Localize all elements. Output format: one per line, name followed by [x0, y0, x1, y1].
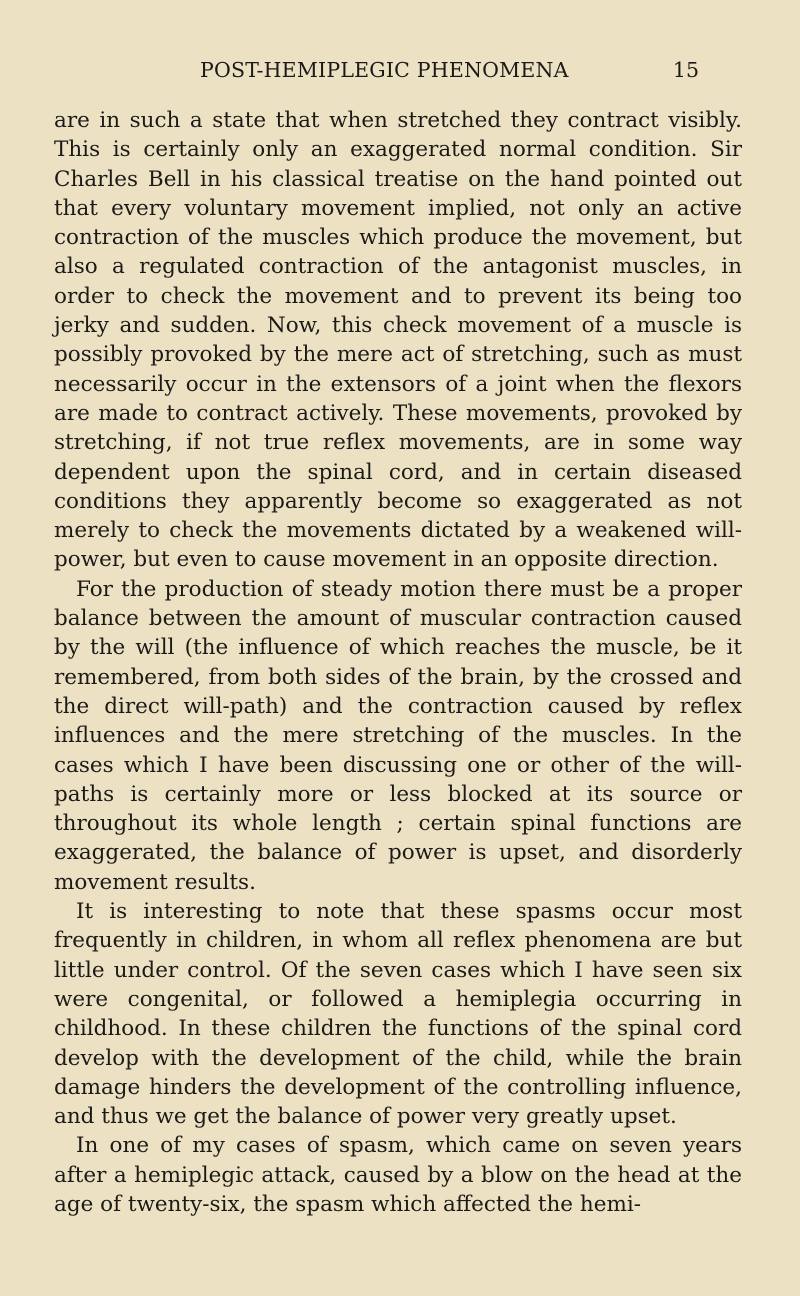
paragraph: In one of my cases of spasm, which came on seven years after a hemiplegic attack, caused by a blow on the head at the age of twenty-six, the spasm which affected the hemi- [54, 1133, 742, 1217]
page-header [200, 58, 699, 88]
paragraph: are in such a state that when stretched they contract visibly. This is certainly only an exaggerated normal condition. Sir Charles Bell in his classical treatise on the hand pointed out that every voluntary movement implied, not only an active contraction of the muscles which produce the movement, but also a regulated contraction of the antagonist muscles, in order to check the movement and to prevent its being too jerky and sudden. Now, this check movement of a muscle is possibly provoked by the mere act of stretching, such as must necessarily occur in the extensors of a joint when the flexors are made to contract actively. These movements, provoked by stretching, if not true reflex movements, are in some way dependent upon the spinal cord, and in certain diseased conditions they apparently become so exaggerated as not merely to check the movements dictated by a weakened will-power, but even to cause movement in an opposite direction. [54, 108, 742, 573]
paragraph: For the production of steady motion there must be a proper balance between the amount of muscular contraction caused by the will (the influence of which reaches the muscle, be it remembered, from both sides of the brain, by the crossed and the direct will-path) and the contraction caused by reflex influences and the mere stretching of the muscles. In the cases which I have been discussing one or other of the will-paths is certainly more or less blocked at its source or throughout its whole length ; certain spinal functions are exaggerated, the balance of power is upset, and disorderly movement results. [54, 576, 742, 895]
body-text [54, 106, 742, 1219]
paragraph: It is interesting to note that these spasms occur most frequently in children, in whom all reflex phenomena are but little under control. Of the seven cases which I have seen six were congenital, or followed a hemiplegia occurring in childhood. In these children the functions of the spinal cord develop with the development of the child, while the brain damage hinders the development of the controlling influence, and thus we get the balance of power very greatly upset. [54, 899, 742, 1130]
page-number: 15 [672, 58, 699, 82]
running-title: POST-HEMIPLEGIC PHENOMENA [200, 58, 569, 82]
